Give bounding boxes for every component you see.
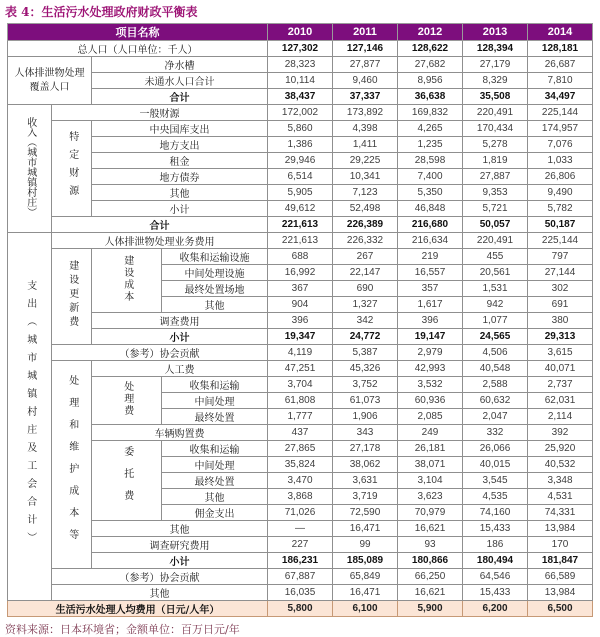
cell-value: 691 — [528, 297, 593, 313]
table-row — [8, 313, 593, 329]
cell-value: 4,531 — [528, 489, 593, 505]
row-label: （参考）协会贡献 — [52, 345, 268, 361]
cell-value: 219 — [398, 249, 463, 265]
cell-value: 942 — [463, 297, 528, 313]
cell-value: 22,147 — [333, 265, 398, 281]
cell-value: 1,906 — [333, 409, 398, 425]
table-row — [8, 201, 593, 217]
cell-value: 688 — [268, 249, 333, 265]
cell-value: 249 — [398, 425, 463, 441]
cell-value: 2,047 — [463, 409, 528, 425]
cell-value: 64,546 — [463, 569, 528, 585]
cell-value: 4,265 — [398, 121, 463, 137]
cell-value: 2,114 — [528, 409, 593, 425]
cell-value: 173,892 — [333, 105, 398, 121]
cell-value: 26,066 — [463, 441, 528, 457]
cell-value: 47,251 — [268, 361, 333, 377]
row-label: 最终处置场地 — [162, 281, 268, 297]
column-header-year: 2012 — [398, 24, 463, 41]
table-row — [8, 137, 593, 153]
row-label: 调查研究费用 — [92, 537, 268, 553]
cell-value: 16,621 — [398, 585, 463, 601]
cell-value: 181,847 — [528, 553, 593, 569]
cell-value: 2,979 — [398, 345, 463, 361]
cell-value: 16,992 — [268, 265, 333, 281]
cell-value: 170 — [528, 537, 593, 553]
table-title: 表 4：生活污水处理政府财政平衡表 — [5, 5, 198, 19]
cell-value: 8,329 — [463, 73, 528, 89]
column-header-year: 2011 — [333, 24, 398, 41]
cell-value: 7,123 — [333, 185, 398, 201]
cell-value: 3,631 — [333, 473, 398, 489]
cell-value: 174,957 — [528, 121, 593, 137]
table-row — [8, 425, 593, 441]
cell-value: 49,612 — [268, 201, 333, 217]
cell-value: 50,057 — [463, 217, 528, 233]
vertical-label-text: 支出（城市城镇村庄及工会合计） — [24, 280, 36, 550]
cell-value: 6,200 — [463, 601, 528, 617]
vertical-label-text: 处理和维护成本等 — [66, 375, 78, 551]
table-row — [8, 249, 593, 265]
cell-value: 29,946 — [268, 153, 333, 169]
cell-value: 38,062 — [333, 457, 398, 473]
cell-value: 690 — [333, 281, 398, 297]
cell-value: 27,178 — [333, 441, 398, 457]
cell-value: 26,687 — [528, 57, 593, 73]
cell-value: 186 — [463, 537, 528, 553]
cell-value: 35,824 — [268, 457, 333, 473]
row-label: 收集和运输设施 — [162, 249, 268, 265]
cell-value: 2,588 — [463, 377, 528, 393]
row-label: 中间处理设施 — [162, 265, 268, 281]
cell-value: 16,035 — [268, 585, 333, 601]
cell-value: 128,394 — [463, 41, 528, 57]
cell-value: 10,114 — [268, 73, 333, 89]
cell-value: 3,615 — [528, 345, 593, 361]
row-label: 其他 — [92, 521, 268, 537]
row-label: 合计 — [52, 217, 268, 233]
cell-value: 27,887 — [463, 169, 528, 185]
cell-value: 72,590 — [333, 505, 398, 521]
row-label: 小计 — [92, 201, 268, 217]
table-row — [8, 345, 593, 361]
table-row — [8, 73, 593, 89]
row-label: 调查费用 — [92, 313, 268, 329]
cell-value: 40,532 — [528, 457, 593, 473]
cell-value: 6,514 — [268, 169, 333, 185]
cell-value: 169,832 — [398, 105, 463, 121]
cell-value: 35,508 — [463, 89, 528, 105]
cell-value: 180,866 — [398, 553, 463, 569]
row-label: 净水槽 — [92, 57, 268, 73]
cell-value: 225,144 — [528, 233, 593, 249]
cell-value: 24,565 — [463, 329, 528, 345]
cell-value: 50,187 — [528, 217, 593, 233]
cell-value: — — [268, 521, 333, 537]
cell-value: 186,231 — [268, 553, 333, 569]
cell-value: 37,337 — [333, 89, 398, 105]
column-header-item-name: 项目名称 — [8, 24, 268, 41]
cell-value: 904 — [268, 297, 333, 313]
table-row — [8, 169, 593, 185]
cell-value: 170,434 — [463, 121, 528, 137]
cell-value: 9,490 — [528, 185, 593, 201]
table-row — [8, 41, 593, 57]
row-label: 租金 — [92, 153, 268, 169]
cell-value: 4,535 — [463, 489, 528, 505]
cell-value: 267 — [333, 249, 398, 265]
cell-value: 27,865 — [268, 441, 333, 457]
cell-value: 392 — [528, 425, 593, 441]
row-label: 一般财源 — [52, 105, 268, 121]
cell-value: 1,077 — [463, 313, 528, 329]
cell-value: 3,532 — [398, 377, 463, 393]
cell-value: 40,015 — [463, 457, 528, 473]
cell-value: 343 — [333, 425, 398, 441]
row-label: 其他 — [162, 489, 268, 505]
cell-value: 7,400 — [398, 169, 463, 185]
cell-value: 4,398 — [333, 121, 398, 137]
cell-value: 9,353 — [463, 185, 528, 201]
source-note: 资料来源：日本环境省；金额单位：百万日元/年 — [5, 623, 240, 636]
cell-value: 38,437 — [268, 89, 333, 105]
cell-value: 221,613 — [268, 217, 333, 233]
row-label: 小计 — [92, 553, 268, 569]
cell-value: 357 — [398, 281, 463, 297]
cell-value: 70,979 — [398, 505, 463, 521]
row-label: 人工费 — [92, 361, 268, 377]
cell-value: 1,777 — [268, 409, 333, 425]
row-label: 其他 — [52, 585, 268, 601]
cell-value: 5,860 — [268, 121, 333, 137]
row-label: 生活污水处理人均费用（日元/人年） — [8, 601, 268, 617]
group-label — [8, 105, 52, 233]
header-row — [8, 24, 593, 41]
cell-value: 27,877 — [333, 57, 398, 73]
row-label: 地方债券 — [92, 169, 268, 185]
cell-value: 36,638 — [398, 89, 463, 105]
cell-value: 16,471 — [333, 521, 398, 537]
cell-value: 185,089 — [333, 553, 398, 569]
cell-value: 45,326 — [333, 361, 398, 377]
table-row — [8, 233, 593, 249]
fiscal-balance-table — [7, 23, 593, 617]
cell-value: 13,984 — [528, 585, 593, 601]
row-label: 合计 — [92, 89, 268, 105]
cell-value: 1,386 — [268, 137, 333, 153]
cell-value: 5,278 — [463, 137, 528, 153]
vertical-label-text: 建设成本 — [121, 255, 133, 303]
row-label: 地方支出 — [92, 137, 268, 153]
cell-value: 216,680 — [398, 217, 463, 233]
cell-value: 226,389 — [333, 217, 398, 233]
cell-value: 396 — [398, 313, 463, 329]
cell-value: 3,719 — [333, 489, 398, 505]
cell-value: 1,531 — [463, 281, 528, 297]
cell-value: 52,498 — [333, 201, 398, 217]
table-row — [8, 217, 593, 233]
highlight-row — [8, 601, 593, 617]
row-label: 收集和运输 — [162, 441, 268, 457]
cell-value: 3,470 — [268, 473, 333, 489]
row-label: 最终处置 — [162, 409, 268, 425]
cell-value: 93 — [398, 537, 463, 553]
cell-value: 216,634 — [398, 233, 463, 249]
cell-value: 3,545 — [463, 473, 528, 489]
cell-value: 437 — [268, 425, 333, 441]
cell-value: 28,598 — [398, 153, 463, 169]
cell-value: 5,782 — [528, 201, 593, 217]
cell-value: 26,806 — [528, 169, 593, 185]
cell-value: 225,144 — [528, 105, 593, 121]
cell-value: 46,848 — [398, 201, 463, 217]
cell-value: 5,387 — [333, 345, 398, 361]
vertical-label-text: 收入（城市城镇村庄） — [24, 117, 36, 217]
cell-value: 74,160 — [463, 505, 528, 521]
group-label — [92, 441, 162, 521]
cell-value: 180,494 — [463, 553, 528, 569]
cell-value: 25,920 — [528, 441, 593, 457]
table-row — [8, 89, 593, 105]
cell-value: 3,623 — [398, 489, 463, 505]
cell-value: 5,900 — [398, 601, 463, 617]
cell-value: 3,868 — [268, 489, 333, 505]
cell-value: 9,460 — [333, 73, 398, 89]
cell-value: 226,332 — [333, 233, 398, 249]
vertical-label-text: 处理费 — [121, 381, 133, 417]
cell-value: 29,225 — [333, 153, 398, 169]
cell-value: 5,721 — [463, 201, 528, 217]
cell-value: 15,433 — [463, 521, 528, 537]
cell-value: 4,119 — [268, 345, 333, 361]
row-label: 其他 — [92, 185, 268, 201]
cell-value: 67,887 — [268, 569, 333, 585]
group-label — [92, 249, 162, 313]
cell-value: 221,613 — [268, 233, 333, 249]
cell-value: 1,617 — [398, 297, 463, 313]
table-row — [8, 57, 593, 73]
table-row — [8, 153, 593, 169]
cell-value: 19,347 — [268, 329, 333, 345]
cell-value: 332 — [463, 425, 528, 441]
cell-value: 27,179 — [463, 57, 528, 73]
cell-value: 40,071 — [528, 361, 593, 377]
cell-value: 5,905 — [268, 185, 333, 201]
cell-value: 396 — [268, 313, 333, 329]
cell-value: 128,181 — [528, 41, 593, 57]
cell-value: 99 — [333, 537, 398, 553]
row-label: 人体排泄物处理业务费用 — [52, 233, 268, 249]
cell-value: 380 — [528, 313, 593, 329]
table-row — [8, 441, 593, 457]
row-label: 佣金支出 — [162, 505, 268, 521]
table-row — [8, 553, 593, 569]
row-label: 其他 — [162, 297, 268, 313]
cell-value: 342 — [333, 313, 398, 329]
cell-value: 7,076 — [528, 137, 593, 153]
cell-value: 128,622 — [398, 41, 463, 57]
table-row — [8, 537, 593, 553]
row-label: 中间处理 — [162, 457, 268, 473]
cell-value: 220,491 — [463, 233, 528, 249]
row-label: 总人口（人口单位：千人） — [8, 41, 268, 57]
cell-value: 66,250 — [398, 569, 463, 585]
cell-value: 3,104 — [398, 473, 463, 489]
cell-value: 28,323 — [268, 57, 333, 73]
cell-value: 16,621 — [398, 521, 463, 537]
row-label: 未通水人口合计 — [92, 73, 268, 89]
vertical-label-text: 特定财源 — [66, 131, 78, 203]
cell-value: 1,033 — [528, 153, 593, 169]
table-row — [8, 105, 593, 121]
cell-value: 65,849 — [333, 569, 398, 585]
row-label: 中央国库支出 — [92, 121, 268, 137]
cell-value: 172,002 — [268, 105, 333, 121]
cell-value: 4,506 — [463, 345, 528, 361]
cell-value: 29,313 — [528, 329, 593, 345]
column-header-year: 2013 — [463, 24, 528, 41]
cell-value: 40,548 — [463, 361, 528, 377]
cell-value: 38,071 — [398, 457, 463, 473]
cell-value: 24,772 — [333, 329, 398, 345]
cell-value: 8,956 — [398, 73, 463, 89]
row-label: 小计 — [92, 329, 268, 345]
cell-value: 15,433 — [463, 585, 528, 601]
cell-value: 66,589 — [528, 569, 593, 585]
vertical-label-text: 委托费 — [121, 446, 133, 512]
cell-value: 1,327 — [333, 297, 398, 313]
cell-value: 27,682 — [398, 57, 463, 73]
cell-value: 20,561 — [463, 265, 528, 281]
cell-value: 797 — [528, 249, 593, 265]
cell-value: 7,810 — [528, 73, 593, 89]
table-body — [8, 24, 593, 617]
table-row — [8, 361, 593, 377]
cell-value: 13,984 — [528, 521, 593, 537]
cell-value: 1,411 — [333, 137, 398, 153]
group-label — [52, 361, 92, 569]
cell-value: 42,993 — [398, 361, 463, 377]
group-label — [52, 249, 92, 345]
cell-value: 3,704 — [268, 377, 333, 393]
column-header-year: 2014 — [528, 24, 593, 41]
cell-value: 1,235 — [398, 137, 463, 153]
cell-value: 220,491 — [463, 105, 528, 121]
cell-value: 2,085 — [398, 409, 463, 425]
cell-value: 455 — [463, 249, 528, 265]
cell-value: 60,936 — [398, 393, 463, 409]
cell-value: 5,800 — [268, 601, 333, 617]
vertical-label-text: 建设更新费 — [66, 260, 78, 330]
cell-value: 16,557 — [398, 265, 463, 281]
cell-value: 1,819 — [463, 153, 528, 169]
table-row — [8, 521, 593, 537]
cell-value: 61,808 — [268, 393, 333, 409]
row-label: （参考）协会贡献 — [52, 569, 268, 585]
cell-value: 3,348 — [528, 473, 593, 489]
group-label — [8, 233, 52, 601]
cell-value: 227 — [268, 537, 333, 553]
row-label: 中间处理 — [162, 393, 268, 409]
cell-value: 27,144 — [528, 265, 593, 281]
group-label — [52, 121, 92, 217]
row-label: 最终处置 — [162, 473, 268, 489]
table-row — [8, 585, 593, 601]
group-label — [92, 377, 162, 425]
row-label: 车辆购置费 — [92, 425, 268, 441]
cell-value: 34,497 — [528, 89, 593, 105]
cell-value: 62,031 — [528, 393, 593, 409]
table-row — [8, 121, 593, 137]
cell-value: 10,341 — [333, 169, 398, 185]
table-row — [8, 329, 593, 345]
cell-value: 367 — [268, 281, 333, 297]
table-row — [8, 377, 593, 393]
group-label: 人体排泄物处理覆盖人口 — [8, 57, 92, 105]
cell-value: 127,302 — [268, 41, 333, 57]
cell-value: 71,026 — [268, 505, 333, 521]
cell-value: 302 — [528, 281, 593, 297]
cell-value: 5,350 — [398, 185, 463, 201]
cell-value: 74,331 — [528, 505, 593, 521]
cell-value: 6,100 — [333, 601, 398, 617]
cell-value: 60,632 — [463, 393, 528, 409]
cell-value: 16,471 — [333, 585, 398, 601]
column-header-year: 2010 — [268, 24, 333, 41]
row-label: 收集和运输 — [162, 377, 268, 393]
cell-value: 26,181 — [398, 441, 463, 457]
cell-value: 3,752 — [333, 377, 398, 393]
table-row — [8, 185, 593, 201]
cell-value: 127,146 — [333, 41, 398, 57]
table-row — [8, 569, 593, 585]
cell-value: 2,737 — [528, 377, 593, 393]
cell-value: 6,500 — [528, 601, 593, 617]
cell-value: 19,147 — [398, 329, 463, 345]
cell-value: 61,073 — [333, 393, 398, 409]
